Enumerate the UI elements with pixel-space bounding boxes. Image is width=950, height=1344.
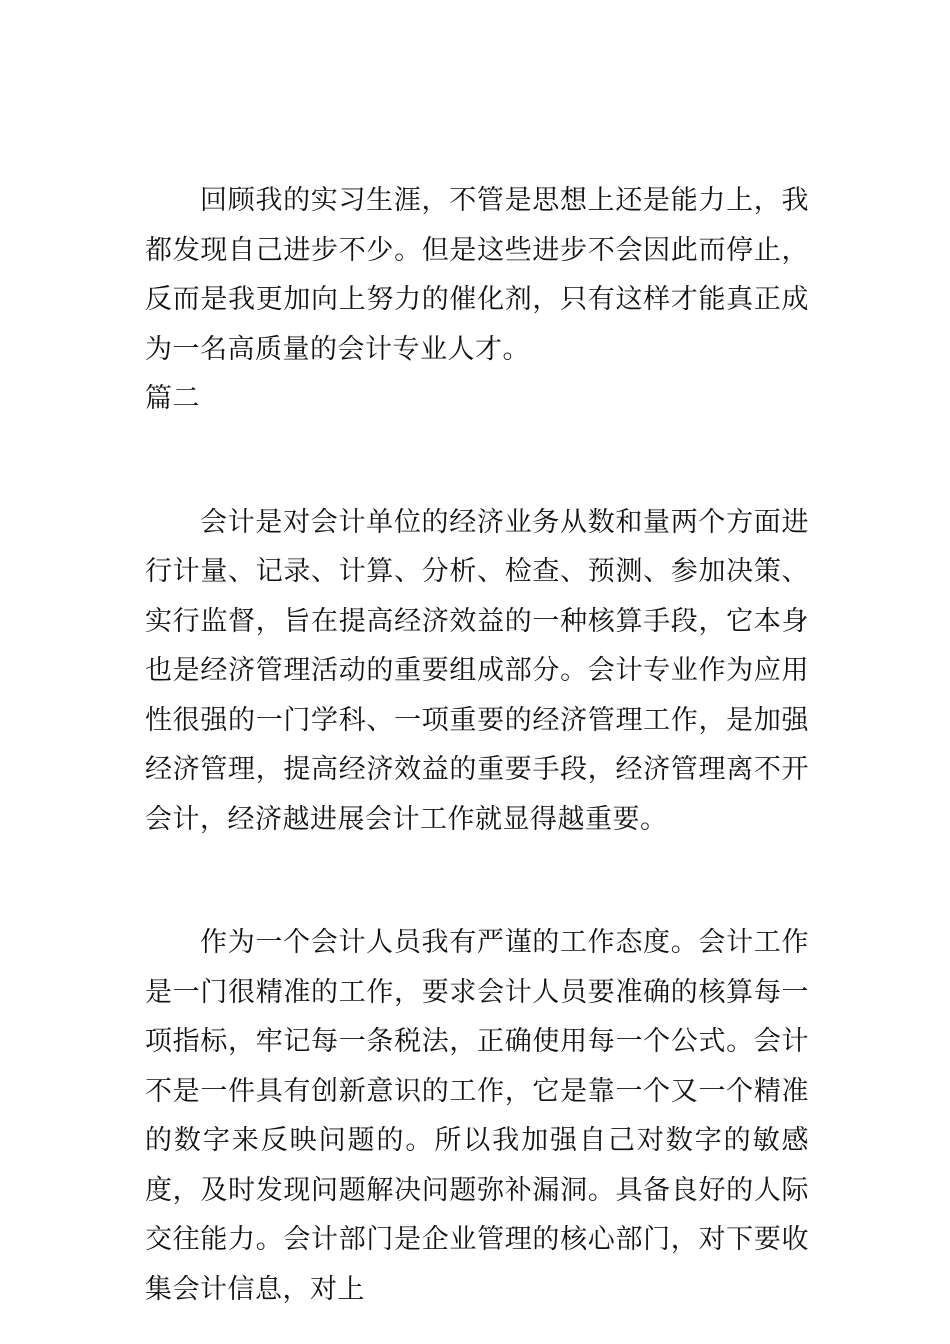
document-page [145, 176, 809, 1314]
paragraph-accounting-definition: 会计是对会计单位的经济业务从数和量两个方面进行计量、记录、计算、分析、检查、预测、参加决策、实行监督，旨在提高经济效益的一种核算手段，它本身也是经济管理活动的重要组成部分。会计专业作为应用性很强的一门学科、一项重要的经济管理工作，是加强经济管理，提高经济效益的重要手段，经济管理离不开会计，经济越进展会计工作就显得越重要。 [145, 506, 809, 835]
paragraph-gap [145, 844, 809, 918]
paragraph-internship-review: 回顾我的实习生涯，不管是思想上还是能力上，我都发现自己进步不少。但是这些进步不会因此而停止，反而是我更加向上努力的催化剂，只有这样才能真正成为一名高质量的会计专业人才。 [145, 185, 809, 365]
paragraph-gap [145, 424, 809, 498]
paragraph-accountant-attitude: 作为一个会计人员我有严谨的工作态度。会计工作是一门很精准的工作，要求会计人员要准确的核算每一项指标，牢记每一条税法，正确使用每一个公式。会计不是一件具有创新意识的工作，它是靠一个又一个精准的数字来反映问题的。所以我加强自己对数字的敏感度，及时发现问题解决问题弥补漏洞。具备良好的人际交往能力。会计部门是企业管理的核心部门，对下要收集会计信息，对上 [145, 927, 809, 1305]
section-heading: 篇二 [145, 383, 200, 414]
